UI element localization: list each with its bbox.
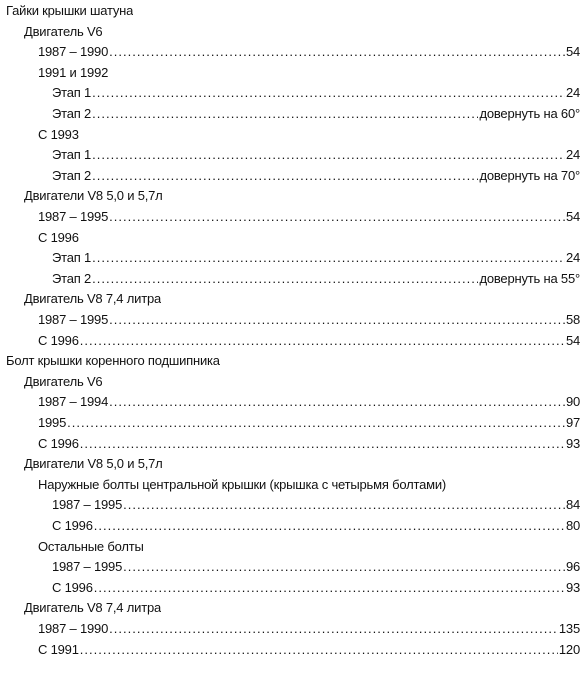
dot-leader [92, 105, 478, 123]
spec-value: 93 [565, 579, 580, 595]
dot-leader [109, 208, 565, 226]
dot-leader [80, 332, 565, 350]
dot-leader [92, 84, 565, 102]
spec-label: 1987 – 1990 [38, 621, 109, 636]
spec-label: С 1996 [52, 579, 93, 595]
dot-leader [92, 249, 565, 267]
spec-label: Этап 1 [52, 147, 92, 163]
spec-label: С 1996 [38, 332, 79, 348]
section-heading [24, 187, 163, 205]
dot-leader [92, 270, 478, 288]
spec-value: 24 [565, 85, 580, 101]
spec-label: С 1991 [38, 641, 79, 657]
spec-label: 1995 [38, 415, 67, 430]
spec-value: 54 [565, 209, 580, 224]
spec-row [52, 167, 580, 185]
spec-label: С 1996 [38, 435, 79, 451]
spec-label: С 1996 [52, 518, 93, 533]
spec-label: Болт крышки коренного подшипника [6, 353, 220, 369]
spec-label: Этап 1 [52, 85, 92, 101]
spec-value: 54 [565, 332, 580, 348]
dot-leader [109, 620, 558, 638]
dot-leader [67, 414, 565, 432]
spec-value: 135 [558, 621, 580, 636]
section-heading [38, 126, 79, 144]
dot-leader [109, 311, 565, 329]
spec-value: 54 [565, 44, 580, 60]
spec-label: Этап 2 [52, 106, 92, 121]
spec-row [38, 311, 580, 329]
spec-row [38, 393, 580, 411]
dot-leader [80, 641, 558, 659]
dot-leader [94, 579, 565, 597]
spec-row [52, 496, 580, 514]
spec-row [38, 641, 580, 659]
dot-leader [92, 167, 478, 185]
spec-row [38, 620, 580, 638]
dot-leader [80, 435, 565, 453]
spec-label: Этап 1 [52, 250, 92, 266]
spec-row [38, 332, 580, 350]
spec-row [38, 435, 580, 453]
spec-value: 24 [565, 250, 580, 266]
spec-row [38, 43, 580, 61]
section-heading [24, 23, 102, 41]
section-heading [38, 229, 79, 247]
spec-label: Наружные болты центральной крышки (крышка с четырьмя болтами) [38, 476, 447, 492]
spec-label: Двигатели V8 5,0 и 5,7л [24, 456, 163, 472]
spec-label: Двигатели V8 5,0 и 5,7л [24, 188, 163, 204]
dot-leader [123, 496, 565, 514]
spec-value: 97 [565, 415, 580, 430]
spec-label: С 1996 [38, 229, 79, 245]
spec-value: довернуть на 60° [479, 106, 580, 121]
dot-leader [92, 146, 565, 164]
spec-value: 90 [565, 394, 580, 410]
section-heading [24, 373, 102, 391]
spec-value: 93 [565, 435, 580, 451]
section-heading [38, 538, 144, 556]
spec-label: Гайки крышки шатуна [6, 3, 134, 18]
spec-label: Двигатель V8 7,4 литра [24, 600, 162, 616]
spec-value: 80 [565, 518, 580, 533]
section-heading [6, 2, 133, 20]
spec-label: Двигатель V6 [24, 23, 103, 39]
section-heading [24, 599, 161, 617]
spec-label: 1987 – 1990 [38, 44, 109, 60]
spec-label: 1987 – 1995 [52, 497, 123, 513]
spec-label: С 1993 [38, 126, 79, 142]
spec-value: 84 [565, 497, 580, 513]
section-heading [38, 64, 108, 82]
spec-value: 120 [558, 641, 580, 657]
dot-leader [109, 43, 565, 61]
spec-label: 1987 – 1995 [38, 312, 109, 327]
spec-row [52, 146, 580, 164]
spec-value: 96 [565, 559, 580, 575]
spec-value: довернуть на 70° [479, 167, 580, 183]
spec-row [38, 414, 580, 432]
section-heading [24, 290, 161, 308]
spec-label: 1991 и 1992 [38, 64, 109, 80]
spec-row [38, 208, 580, 226]
section-heading [6, 352, 220, 370]
spec-row [52, 517, 580, 535]
dot-leader [94, 517, 565, 535]
spec-value: 58 [565, 312, 580, 327]
section-heading [38, 476, 446, 494]
spec-row [52, 579, 580, 597]
spec-label: Остальные болты [38, 538, 144, 554]
spec-row [52, 84, 580, 102]
spec-row [52, 105, 580, 123]
dot-leader [109, 393, 565, 411]
spec-label: Этап 2 [52, 167, 92, 183]
spec-value: 24 [565, 147, 580, 163]
spec-row [52, 270, 580, 288]
spec-row [52, 558, 580, 576]
spec-label: 1987 – 1995 [38, 209, 109, 224]
spec-value: довернуть на 55° [479, 270, 580, 286]
dot-leader [123, 558, 565, 576]
section-heading [24, 455, 163, 473]
spec-label: 1987 – 1994 [38, 394, 109, 410]
spec-label: 1987 – 1995 [52, 559, 123, 575]
spec-label: Двигатель V6 [24, 373, 103, 389]
spec-label: Этап 2 [52, 270, 92, 286]
spec-row [52, 249, 580, 267]
spec-label: Двигатель V8 7,4 литра [24, 291, 162, 307]
